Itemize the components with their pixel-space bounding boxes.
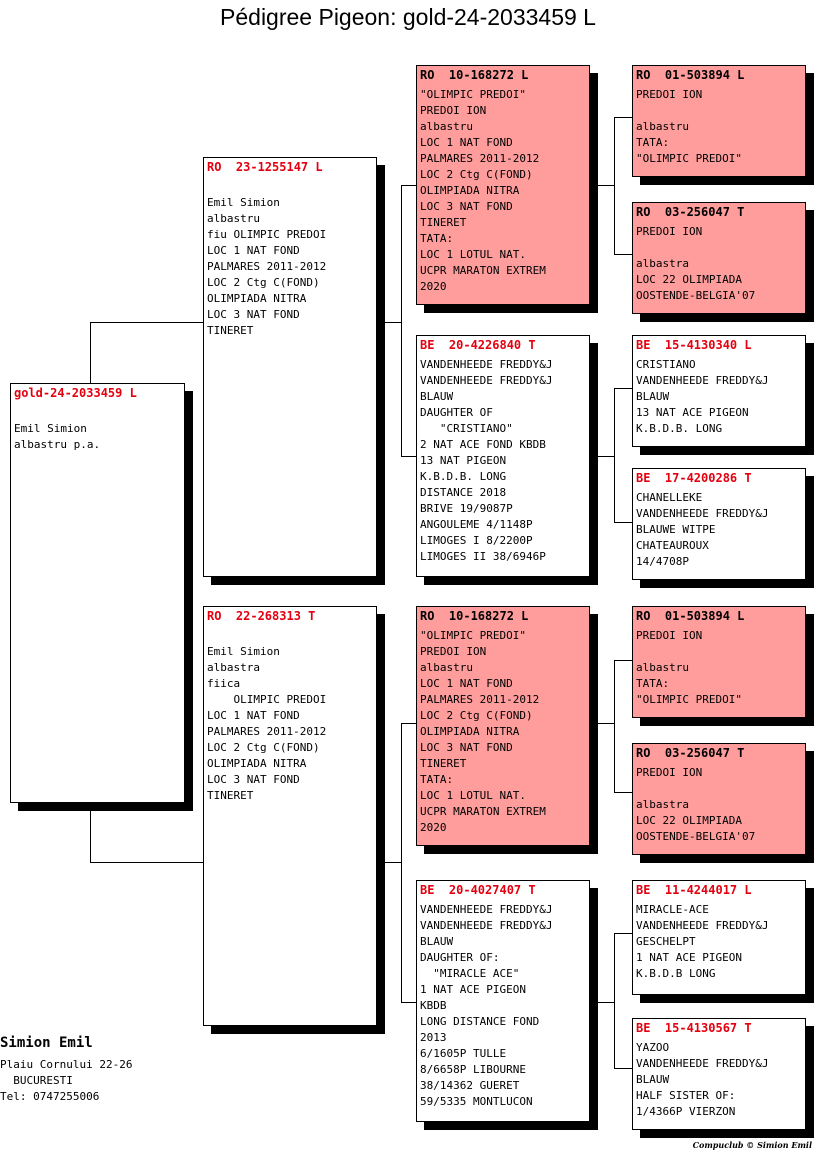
pigeon-info-line: LOC 22 OLIMPIADA	[636, 814, 742, 827]
connector-line	[401, 723, 402, 1003]
pigeon-info-line: LONG DISTANCE FOND	[420, 1015, 540, 1028]
pigeon-info-line: albastra	[207, 661, 260, 674]
pigeon-info-line: PREDOI ION	[420, 645, 487, 658]
pigeon-info-line: LOC 3 NAT FOND	[420, 200, 513, 213]
connector-line	[385, 862, 402, 863]
pigeon-card-sd-sire[interactable]	[632, 335, 806, 447]
pigeon-info-line: TINERET	[207, 324, 254, 337]
pigeon-info-line: VANDENHEEDE FREDDY&J	[636, 1057, 769, 1070]
breeder-name: Simion Emil	[0, 1035, 93, 1051]
pigeon-info-line: TINERET	[420, 757, 467, 770]
pigeon-info-line: LOC 3 NAT FOND	[420, 741, 513, 754]
pigeon-info-line: TATA:	[420, 773, 454, 786]
pigeon-info-line	[636, 240, 802, 256]
connector-line	[90, 862, 204, 863]
pigeon-info-line: HALF SISTER OF:	[636, 1089, 736, 1102]
ring-number: BE 20-4027407 T	[420, 883, 536, 897]
pigeon-info-line: DISTANCE 2018	[420, 486, 507, 499]
pigeon-card-sire-sire[interactable]	[416, 65, 590, 305]
pigeon-info-line: 14/4708P	[636, 555, 689, 568]
pigeon-info-line: VANDENHEEDE FREDDY&J	[420, 919, 553, 932]
pigeon-info-line: albastru	[207, 212, 260, 225]
pigeon-info-line: albastru p.a.	[14, 438, 101, 451]
pigeon-info-line: TATA:	[636, 136, 670, 149]
ring-number: BE 17-4200286 T	[636, 471, 752, 485]
pigeon-info-line: VANDENHEEDE FREDDY&J	[636, 507, 769, 520]
pigeon-info-line: OLIMPIADA NITRA	[207, 292, 307, 305]
pigeon-info-line: ANGOULEME 4/1148P	[420, 518, 533, 531]
pigeon-info-line: VANDENHEEDE FREDDY&J	[636, 374, 769, 387]
pigeon-info-line: OLIMPIADA NITRA	[420, 725, 520, 738]
pigeon-card-sire[interactable]	[203, 157, 377, 577]
pigeon-info-line: albastru	[636, 120, 689, 133]
connector-line	[614, 388, 632, 389]
pigeon-info-line: LOC 2 Ctg C(FOND)	[207, 276, 320, 289]
pigeon-info-line: K.B.D.B LONG	[636, 967, 716, 980]
pigeon-info-line: 2020	[420, 280, 447, 293]
pigeon-info-line: PREDOI ION	[636, 766, 703, 779]
pigeon-info-line: LOC 1 LOTUL NAT.	[420, 789, 526, 802]
ring-number: BE 20-4226840 T	[420, 338, 536, 352]
pigeon-info-line: 13 NAT ACE PIGEON	[636, 406, 749, 419]
pigeon-info-line: LOC 1 NAT FOND	[420, 677, 513, 690]
connector-line	[401, 456, 417, 457]
pigeon-info-line: LOC 22 OLIMPIADA	[636, 273, 742, 286]
pigeon-info-line: LOC 2 Ctg C(FOND)	[207, 741, 320, 754]
pigeon-info-line: LIMOGES II 38/6946P	[420, 550, 546, 563]
connector-line	[614, 1068, 632, 1069]
ring-number: RO 03-256047 T	[636, 746, 745, 760]
pigeon-info-line: PREDOI ION	[636, 88, 703, 101]
connector-line	[401, 1002, 417, 1003]
pigeon-info-line: fiu OLIMPIC PREDOI	[207, 228, 327, 241]
pigeon-info-line: LOC 1 NAT FOND	[207, 709, 300, 722]
pigeon-info-line: "OLIMPIC PREDOI"	[420, 629, 526, 642]
connector-line	[598, 456, 615, 457]
pigeon-info-line: OOSTENDE-BELGIA'07	[636, 830, 756, 843]
pigeon-info-line	[636, 644, 802, 660]
ring-number: RO 22-268313 T	[207, 609, 316, 623]
pigeon-info-line: 1 NAT ACE PIGEON	[420, 983, 526, 996]
breeder-info	[0, 1035, 132, 1105]
pigeon-info-line: CHANELLEKE	[636, 491, 703, 504]
ring-number: RO 23-1255147 L	[207, 160, 323, 174]
pigeon-info-line	[207, 179, 373, 195]
pigeon-card-ss-dam[interactable]	[632, 202, 806, 314]
pigeon-info-line: 2013	[420, 1031, 447, 1044]
ring-number: BE 15-4130340 L	[636, 338, 752, 352]
pigeon-info-line: YAZOO	[636, 1041, 670, 1054]
connector-line	[90, 803, 91, 863]
pigeon-info-line: UCPR MARATON EXTREM	[420, 264, 546, 277]
connector-line	[614, 792, 632, 793]
pigeon-info-line: albastra	[636, 257, 689, 270]
pigeon-info-line: UCPR MARATON EXTREM	[420, 805, 546, 818]
pigeon-info-line: DAUGHTER OF	[420, 406, 493, 419]
pigeon-info-line: CRISTIANO	[636, 358, 696, 371]
page-title: Pédigree Pigeon: gold-24-2033459 L	[220, 4, 596, 30]
pigeon-info-line: KBDB	[420, 999, 447, 1012]
pigeon-card-ss-sire[interactable]	[632, 65, 806, 177]
ring-number: gold-24-2033459 L	[14, 386, 137, 400]
pigeon-info-line: albastru	[636, 661, 689, 674]
pigeon-info-line: LOC 1 NAT FOND	[207, 244, 300, 257]
pigeon-info-line: 2 NAT ACE FOND KBDB	[420, 438, 546, 451]
connector-line	[614, 254, 632, 255]
pigeon-info-line: albastru	[420, 661, 473, 674]
pigeon-info-line: VANDENHEEDE FREDDY&J	[420, 903, 553, 916]
pigeon-info-line: PALMARES 2011-2012	[207, 725, 327, 738]
connector-line	[385, 322, 402, 323]
pigeon-info-line: PALMARES 2011-2012	[207, 260, 327, 273]
ring-number: RO 10-168272 L	[420, 609, 529, 623]
breeder-phone: Tel: 0747255006	[0, 1090, 100, 1103]
pigeon-info-line: BLAUW	[636, 1073, 670, 1086]
pigeon-card-ds-dam[interactable]	[632, 743, 806, 855]
ring-number: BE 15-4130567 T	[636, 1021, 752, 1035]
connector-line	[614, 522, 632, 523]
pigeon-info-line: OLIMPIC PREDOI	[207, 693, 327, 706]
pigeon-info-line: LIMOGES I 8/2200P	[420, 534, 533, 547]
connector-line	[401, 185, 402, 457]
pigeon-card-dam[interactable]	[203, 606, 377, 1026]
pigeon-card-subject[interactable]	[10, 383, 185, 803]
pigeon-info-line: PREDOI ION	[636, 225, 703, 238]
pigeon-info-line	[636, 103, 802, 119]
pigeon-card-dam-dam[interactable]	[416, 880, 590, 1122]
pigeon-info-line: PALMARES 2011-2012	[420, 152, 540, 165]
pigeon-info-line: 1/4366P VIERZON	[636, 1105, 736, 1118]
connector-line	[401, 185, 417, 186]
pigeon-info-line: BLAUW	[420, 390, 454, 403]
pigeon-info-line: PALMARES 2011-2012	[420, 693, 540, 706]
pigeon-info-line: OOSTENDE-BELGIA'07	[636, 289, 756, 302]
pigeon-card-dd-sire[interactable]	[632, 880, 806, 995]
pigeon-info-line: BLAUW	[420, 935, 454, 948]
pigeon-info-line: Emil Simion	[207, 196, 280, 209]
pigeon-info-line: OLIMPIADA NITRA	[207, 757, 307, 770]
pigeon-info-line	[14, 405, 181, 421]
pigeon-info-line: LOC 1 LOTUL NAT.	[420, 248, 526, 261]
pigeon-info-line: BLAUW	[636, 390, 670, 403]
pigeon-info-line: DAUGHTER OF:	[420, 951, 500, 964]
ring-number: RO 03-256047 T	[636, 205, 745, 219]
software-credit: Compuclub © Simion Emil	[692, 1140, 812, 1150]
pigeon-info-line: TATA:	[420, 232, 454, 245]
breeder-city: BUCURESTI	[0, 1074, 73, 1087]
pigeon-info-line: "MIRACLE ACE"	[420, 967, 520, 980]
connector-line	[614, 388, 615, 523]
breeder-address: Plaiu Cornului 22-26	[0, 1058, 133, 1071]
connector-line	[614, 117, 632, 118]
pigeon-card-sd-dam[interactable]	[632, 468, 806, 580]
pigeon-info-line: "OLIMPIC PREDOI"	[636, 693, 742, 706]
pigeon-info-line: 38/14362 GUERET	[420, 1079, 520, 1092]
pigeon-info-line: BRIVE 19/9087P	[420, 502, 513, 515]
ring-number: RO 10-168272 L	[420, 68, 529, 82]
ring-number: BE 11-4244017 L	[636, 883, 752, 897]
connector-line	[90, 322, 91, 383]
pigeon-card-ds-sire[interactable]	[632, 606, 806, 718]
connector-line	[614, 117, 615, 255]
pigeon-info-line: K.B.D.B. LONG	[636, 422, 723, 435]
pigeon-info-line: 1 NAT ACE PIGEON	[636, 951, 742, 964]
pigeon-info-line: 59/5335 MONTLUCON	[420, 1095, 533, 1108]
pigeon-info-line: Emil Simion	[14, 422, 87, 435]
pigeon-info-line	[207, 628, 373, 644]
pigeon-info-line: 13 NAT PIGEON	[420, 454, 507, 467]
pigeon-info-line: GESCHELPT	[636, 935, 696, 948]
pigeon-info-line: LOC 3 NAT FOND	[207, 773, 300, 786]
pigeon-info-line: albastra	[636, 798, 689, 811]
pigeon-info-line: K.B.D.B. LONG	[420, 470, 507, 483]
pigeon-info-line: PREDOI ION	[636, 629, 703, 642]
pigeon-info-line: "OLIMPIC PREDOI"	[636, 152, 742, 165]
pigeon-info-line: 8/6658P LIBOURNE	[420, 1063, 526, 1076]
connector-line	[614, 660, 632, 661]
pigeon-info-line: 6/1605P TULLE	[420, 1047, 507, 1060]
pigeon-info-line: "OLIMPIC PREDOI"	[420, 88, 526, 101]
pigeon-info-line	[636, 781, 802, 797]
pigeon-info-line: TINERET	[207, 789, 254, 802]
pigeon-info-line: "CRISTIANO"	[420, 422, 513, 435]
pigeon-card-sire-dam[interactable]	[416, 335, 590, 577]
ring-number: RO 01-503894 L	[636, 68, 745, 82]
pigeon-info-line: 2020	[420, 821, 447, 834]
pigeon-info-line: Emil Simion	[207, 645, 280, 658]
pigeon-info-line: LOC 1 NAT FOND	[420, 136, 513, 149]
pigeon-card-dam-sire[interactable]	[416, 606, 590, 846]
connector-line	[614, 933, 632, 934]
pigeon-info-line: TINERET	[420, 216, 467, 229]
pigeon-card-dd-dam[interactable]	[632, 1018, 806, 1130]
pigeon-info-line: VANDENHEEDE FREDDY&J	[636, 919, 769, 932]
pigeon-info-line: PREDOI ION	[420, 104, 487, 117]
pigeon-info-line: OLIMPIADA NITRA	[420, 184, 520, 197]
pigeon-info-line: TATA:	[636, 677, 670, 690]
pigeon-info-line: VANDENHEEDE FREDDY&J	[420, 374, 553, 387]
connector-line	[598, 1002, 615, 1003]
pigeon-info-line: fiica	[207, 677, 241, 690]
pigeon-info-line: albastru	[420, 120, 473, 133]
pigeon-info-line: CHATEAUROUX	[636, 539, 709, 552]
connector-line	[401, 723, 417, 724]
pigeon-info-line: LOC 3 NAT FOND	[207, 308, 300, 321]
connector-line	[598, 185, 615, 186]
pigeon-info-line: LOC 2 Ctg C(FOND)	[420, 709, 533, 722]
connector-line	[614, 933, 615, 1069]
connector-line	[614, 660, 615, 793]
pigeon-info-line: BLAUWE WITPE	[636, 523, 716, 536]
connector-line	[90, 322, 204, 323]
pigeon-info-line: LOC 2 Ctg C(FOND)	[420, 168, 533, 181]
pigeon-info-line: MIRACLE-ACE	[636, 903, 709, 916]
pigeon-info-line: VANDENHEEDE FREDDY&J	[420, 358, 553, 371]
ring-number: RO 01-503894 L	[636, 609, 745, 623]
connector-line	[598, 723, 615, 724]
